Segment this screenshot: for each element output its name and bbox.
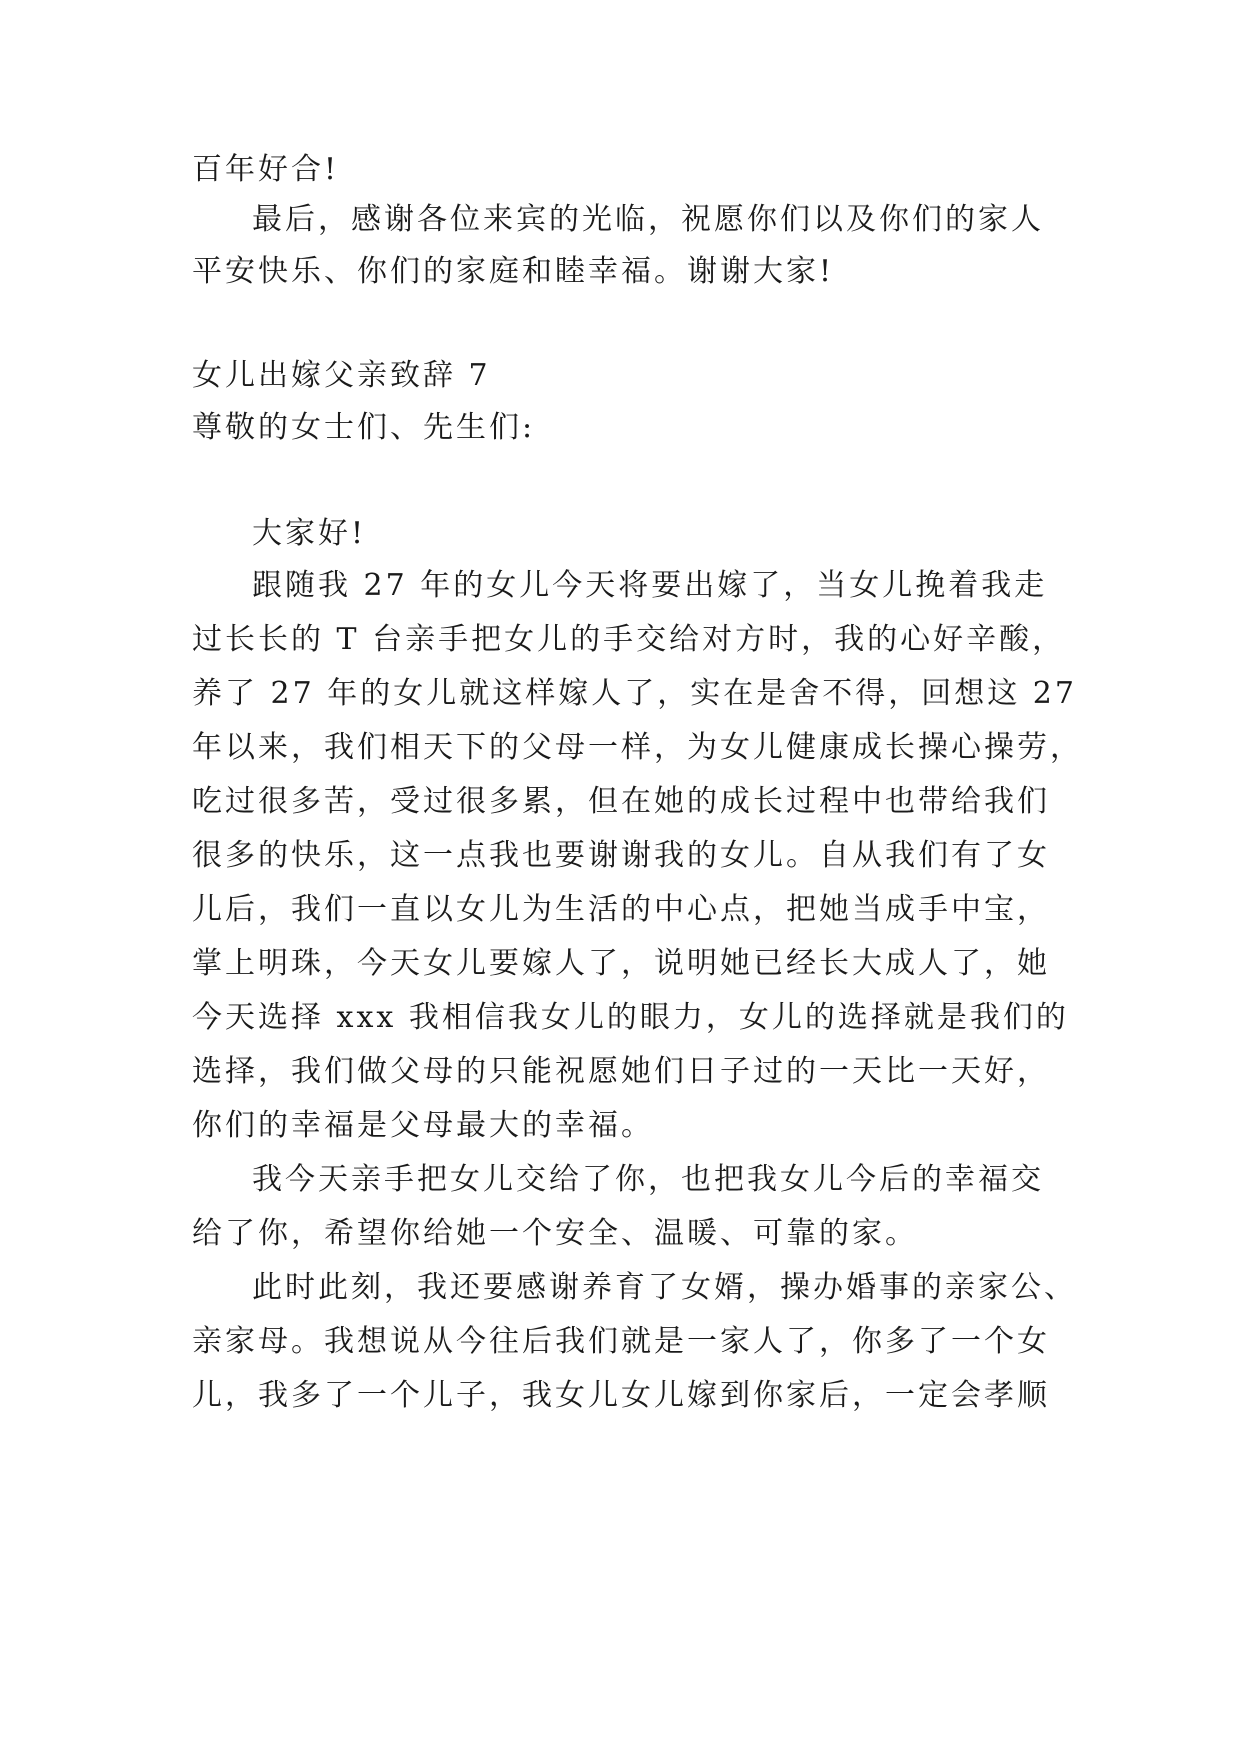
paragraph-1-line-10: 选择，我们做父母的只能祝愿她们日子过的一天比一天好，: [192, 1054, 1050, 1089]
paragraph-2-line-2: 给了你，希望你给她一个安全、温暖、可靠的家。: [192, 1216, 918, 1251]
paragraph-3-line-3: 儿，我多了一个儿子，我女儿女儿嫁到你家后，一定会孝顺: [192, 1378, 1050, 1413]
paragraph-1-line-5: 吃过很多苦，受过很多累，但在她的成长过程中也带给我们: [192, 784, 1050, 819]
final-paragraph-line-2: 平安快乐、你们的家庭和睦幸福。谢谢大家!: [192, 254, 835, 289]
paragraph-1-line-11: 你们的幸福是父母最大的幸福。: [192, 1108, 654, 1143]
paragraph-1-line-6: 很多的快乐，这一点我也要谢谢我的女儿。自从我们有了女: [192, 838, 1050, 873]
paragraph-1-line-2: 过长长的 T 台亲手把女儿的手交给对方时，我的心好辛酸，: [192, 622, 1066, 657]
paragraph-3-line-1: 此时此刻，我还要感谢养育了女婿，操办婚事的亲家公、: [252, 1270, 1077, 1305]
paragraph-1-line-4: 年以来，我们相天下的父母一样，为女儿健康成长操心操劳，: [192, 730, 1083, 765]
paragraph-1-line-3: 养了 27 年的女儿就这样嫁人了，实在是舍不得，回想这 27: [192, 676, 1077, 711]
prev-closing-line: 百年好合!: [192, 152, 340, 187]
speech-title: 女儿出嫁父亲致辞 7: [192, 358, 491, 393]
paragraph-1-line-7: 儿后，我们一直以女儿为生活的中心点，把她当成手中宝，: [192, 892, 1050, 927]
final-paragraph-line-1: 最后，感谢各位来宾的光临，祝愿你们以及你们的家人: [252, 202, 1044, 237]
paragraph-1-line-1: 跟随我 27 年的女儿今天将要出嫁了，当女儿挽着我走: [252, 568, 1048, 603]
paragraph-1-line-9: 今天选择 xxx 我相信我女儿的眼力，女儿的选择就是我们的: [192, 1000, 1069, 1035]
speech-salutation: 尊敬的女士们、先生们:: [192, 410, 536, 445]
speech-greeting: 大家好!: [252, 516, 367, 551]
paragraph-1-line-8: 掌上明珠，今天女儿要嫁人了，说明她已经长大成人了，她: [192, 946, 1050, 981]
paragraph-2-line-1: 我今天亲手把女儿交给了你，也把我女儿今后的幸福交: [252, 1162, 1044, 1197]
paragraph-3-line-2: 亲家母。我想说从今往后我们就是一家人了，你多了一个女: [192, 1324, 1050, 1359]
